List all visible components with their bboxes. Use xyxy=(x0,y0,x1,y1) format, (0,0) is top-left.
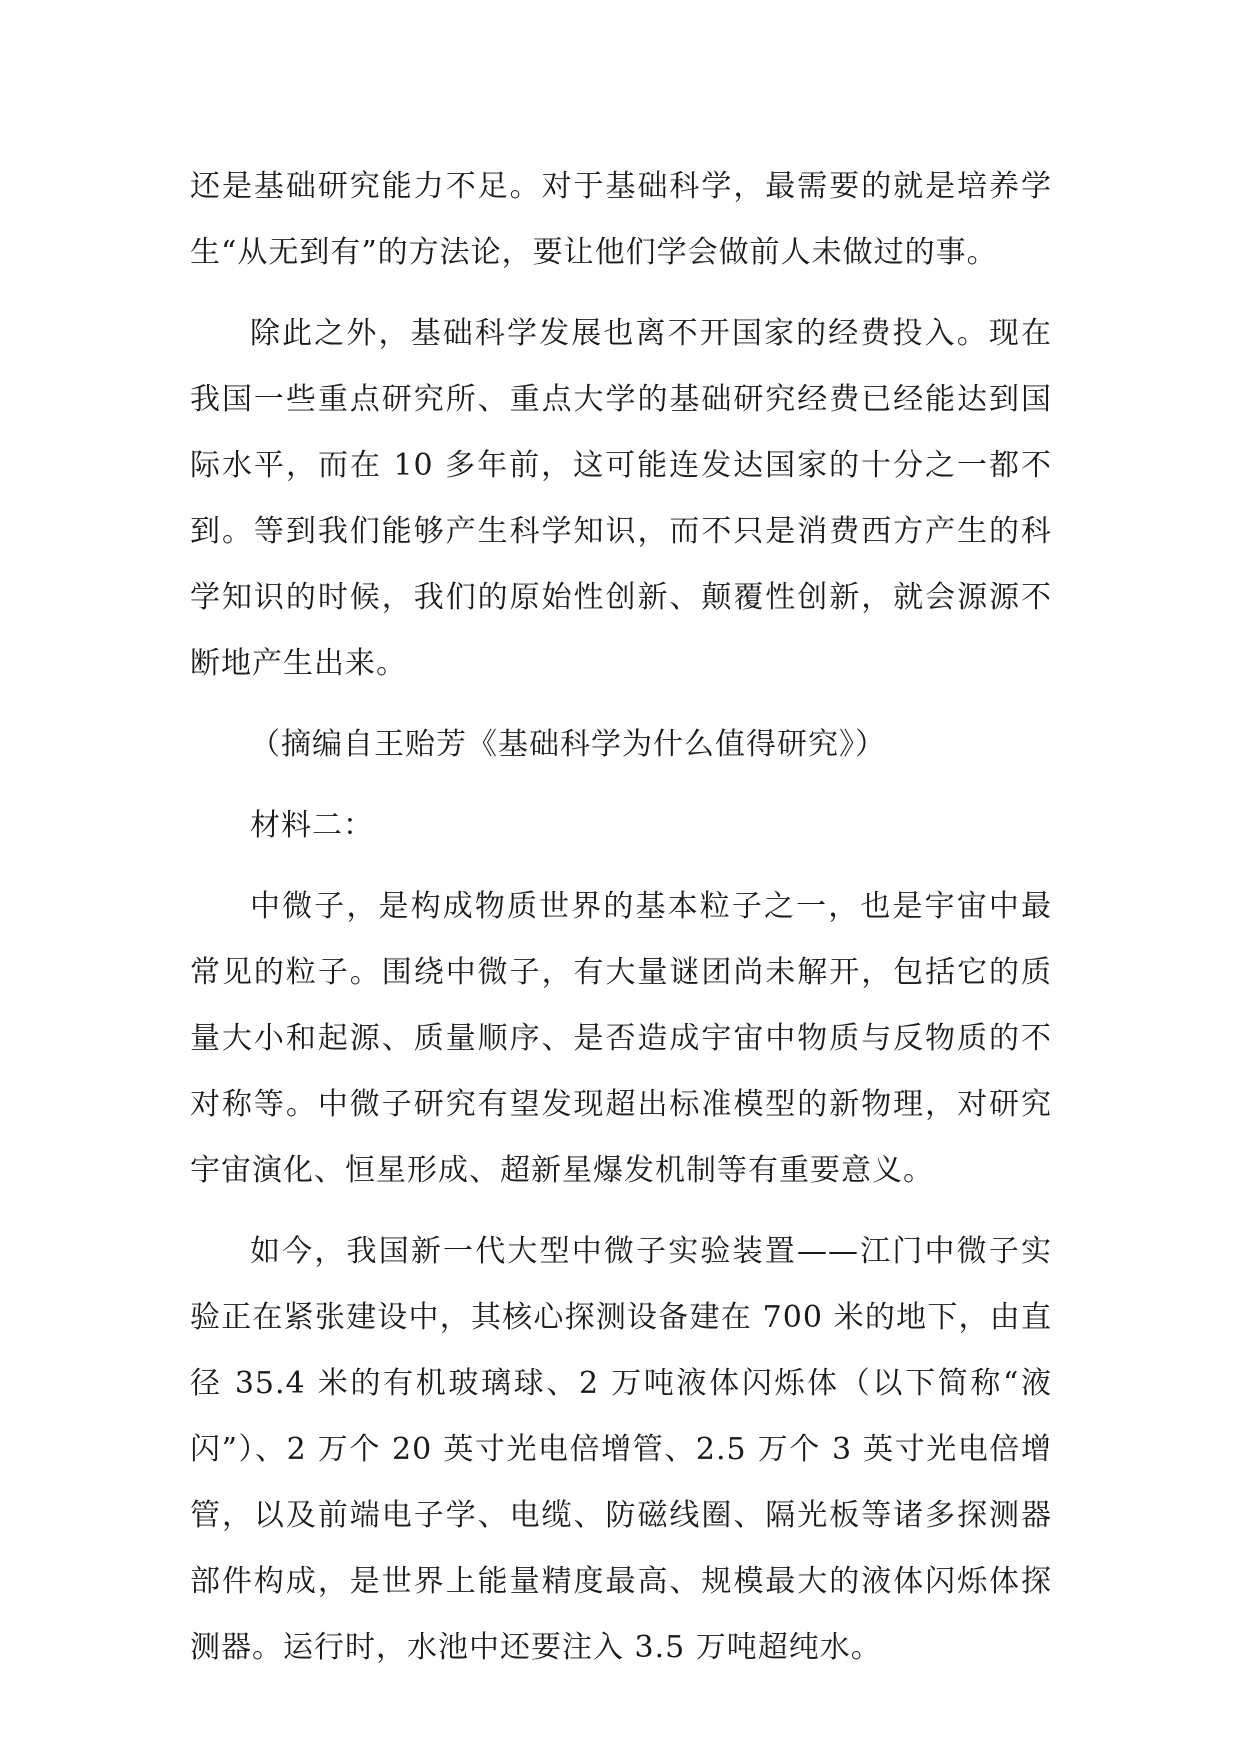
citation-source: （摘编自王贻芳《基础科学为什么值得研究》） xyxy=(250,727,886,762)
paragraph-3: 中微子，是构成物质世界的基本粒子之一，也是宇宙中最常见的粒子。围绕中微子，有大量谜团尚未解开，包括它的质量大小和起源、质量顺序、是否造成宇宙中物质与反物质的不对称等。中微子研究有望发现超出标准模型的新物理，对研究宇宙演化、恒星形成、超新星爆发机制等有重要意义。 xyxy=(190,889,1052,1188)
section-heading-material-two: 材料二： xyxy=(250,808,374,843)
paragraph-4: 如今，我国新一代大型中微子实验装置——江门中微子实验正在紧张建设中，其核心探测设备建在 700 米的地下，由直径 35.4 米的有机玻璃球、2 万吨液体闪烁体（以下简称“液闪”）、2 万个 20 英寸光电倍增管、2.5 万个 3 英寸光电倍增管，以及前端电子学、电缆、防磁线圈、隔光板等诸多探测器部件构成，是世界上能量精度最高、规模最大的液体闪烁体探测器。运行时，水池中还要注入 3.5 万吨超纯水。 xyxy=(190,1234,1052,1665)
paragraph-2: 除此之外，基础科学发展也离不开国家的经费投入。现在我国一些重点研究所、重点大学的基础研究经费已经能达到国际水平，而在 10 多年前，这可能连发达国家的十分之一都不到。等到我们能够产生科学知识，而不只是消费西方产生的科学知识的时候，我们的原始性创新、颠覆性创新，就会源源不断地产生出来。 xyxy=(190,316,1052,681)
paragraph-1: 还是基础研究能力不足。对于基础科学，最需要的就是培养学生“从无到有”的方法论，要让他们学会做前人未做过的事。 xyxy=(190,169,1052,270)
article-body xyxy=(190,154,1052,1681)
